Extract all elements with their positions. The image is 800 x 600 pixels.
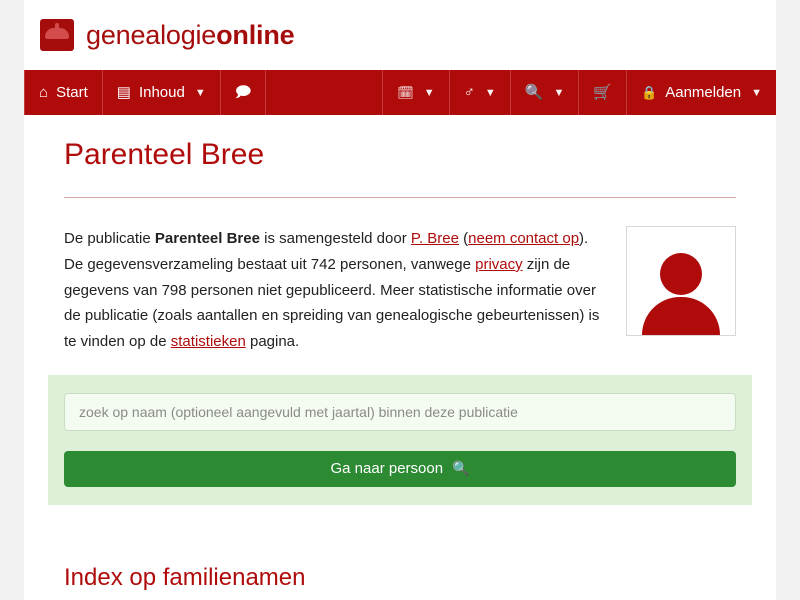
nav-item-inhoud[interactable]	[103, 70, 221, 115]
lock-icon: 🔒	[641, 85, 658, 100]
nav-left-group	[24, 70, 266, 115]
brand-header	[24, 0, 776, 70]
nav-item-cart[interactable]	[578, 70, 626, 115]
chevron-down-icon: ▼	[484, 86, 496, 99]
index-section	[24, 505, 776, 593]
avatar-body	[642, 297, 720, 335]
chevron-down-icon: ▼	[553, 86, 565, 99]
avatar-head	[660, 253, 702, 295]
tree-icon: ♂	[463, 84, 475, 101]
intro-text-part-2: is samengesteld door	[259, 230, 411, 247]
search-icon: 🔍	[524, 84, 544, 101]
chevron-down-icon: ▼	[194, 86, 206, 99]
home-icon: ⌂	[39, 84, 49, 101]
author-link[interactable]: P. Bree	[410, 230, 459, 247]
nav-item-tree[interactable]	[449, 70, 510, 115]
publication-intro	[24, 198, 776, 355]
publication-intro-text	[64, 226, 608, 355]
nav-item-comments[interactable]	[221, 70, 267, 115]
nav-right-group	[382, 70, 776, 115]
search-icon: 🔍	[452, 460, 470, 477]
mailbox-logo-icon[interactable]	[40, 19, 74, 51]
statistics-link[interactable]: statistieken	[170, 333, 246, 351]
calendar-icon: 🗓	[397, 85, 414, 100]
nav-item-inhoud-label: Inhoud	[138, 84, 185, 101]
intro-text-part-3: (	[458, 230, 469, 247]
page-title: Parenteel Bree	[64, 138, 265, 171]
book-icon: ▤	[116, 84, 131, 101]
search-input[interactable]	[64, 393, 736, 431]
brand-wordmark[interactable]	[86, 20, 294, 51]
chevron-down-icon: ▼	[423, 86, 435, 99]
intro-text-part-6: pagina.	[245, 333, 300, 351]
page-title-wrap	[24, 115, 776, 173]
nav-item-aanmelden-label: Aanmelden	[665, 84, 742, 101]
contact-link[interactable]: neem contact op	[468, 230, 580, 247]
person-search-panel	[48, 375, 752, 505]
comments-icon: 🗩	[234, 84, 252, 101]
nav-item-aanmelden[interactable]	[626, 70, 776, 115]
cart-icon: 🛒	[593, 84, 613, 101]
content-frame	[24, 0, 776, 600]
person-placeholder-icon	[638, 249, 724, 335]
nav-item-calendar[interactable]	[382, 70, 448, 115]
intro-text-part-5: zijn de gegevens van 798 personen niet gepubliceerd. Meer statistische informatie over de publicatie (zoals aantallen en spreiding van genealogische gebeurtenissen) is te vinden op de	[64, 255, 600, 351]
brand-name-thin: genealogie	[86, 19, 217, 50]
go-to-person-button[interactable]	[64, 451, 736, 487]
privacy-link[interactable]: privacy	[475, 255, 523, 273]
publication-name: Parenteel Bree	[154, 230, 260, 247]
go-to-person-button-label: Ga naar persoon	[330, 460, 444, 478]
intro-text-part-1: De publicatie	[64, 230, 155, 247]
index-heading: Index op familienamen	[64, 563, 306, 591]
brand-name-bold: online	[216, 19, 295, 50]
main-navigation	[24, 70, 776, 115]
nav-item-start-label: Start	[56, 84, 88, 101]
chevron-down-icon: ▼	[751, 86, 762, 99]
avatar	[626, 226, 736, 336]
intro-text-part-4: ). De gegevensverzameling bestaat uit 742 personen, vanwege	[64, 230, 589, 273]
nav-item-search[interactable]	[510, 70, 579, 115]
nav-item-start[interactable]	[24, 70, 103, 115]
